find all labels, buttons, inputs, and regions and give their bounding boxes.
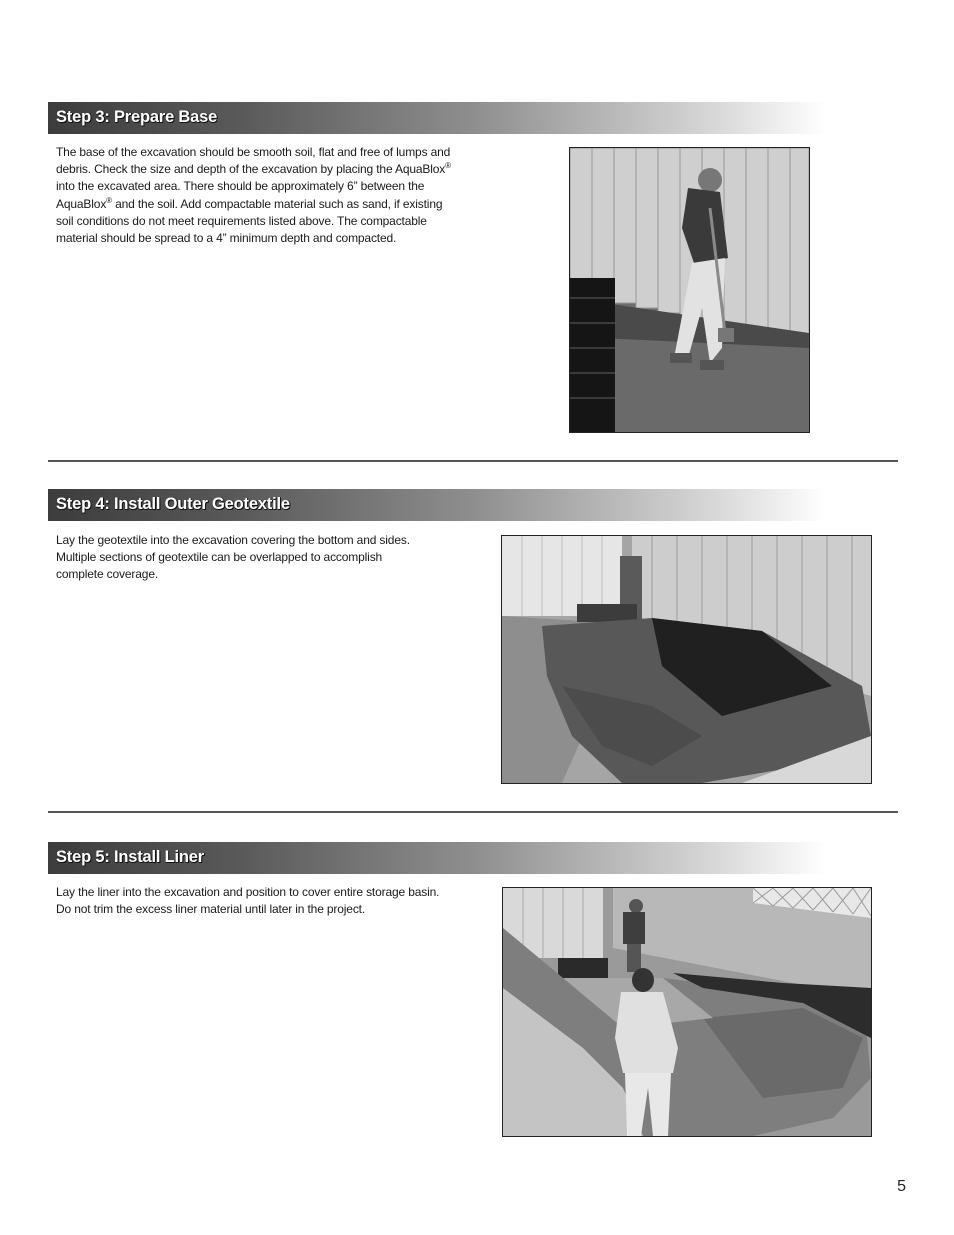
- step-4-header: [48, 489, 826, 521]
- step-4-line-1: Lay the geotextile into the excavation covering the bottom and sides.: [56, 533, 410, 547]
- step-3-text: [56, 144, 451, 247]
- step-3-line-4: AquaBlox® and the soil. Add compactable material such as sand, if existing: [56, 195, 443, 211]
- step-3-line-3: into the excavated area. There should be approximately 6” between the: [56, 179, 425, 194]
- section-divider: [48, 460, 898, 462]
- step-4-line-2: Multiple sections of geotextile can be overlapped to accomplish: [56, 550, 383, 565]
- registered-mark: ®: [445, 161, 451, 171]
- step-5-line-1: Lay the liner into the excavation and position to cover entire storage basin.: [56, 885, 440, 899]
- step-5-header: [48, 842, 826, 874]
- step-3-header: [48, 102, 826, 134]
- step-3-photo: [569, 147, 810, 433]
- page-number: 5: [897, 1178, 906, 1195]
- step-4-title: Step 4: Install Outer Geotextile: [56, 495, 290, 513]
- step-3-line-6: material should be spread to a 4” minimum depth and compacted.: [56, 231, 397, 246]
- step-3-title: Step 3: Prepare Base: [56, 108, 218, 126]
- step-3-line-1: The base of the excavation should be smooth soil, flat and free of lumps and: [56, 145, 451, 159]
- step-5-text: [56, 884, 439, 918]
- step-3-line-2: debris. Check the size and depth of the excavation by placing the AquaBlox®: [56, 161, 451, 177]
- registered-mark: ®: [106, 195, 112, 205]
- step-5-photo: [502, 887, 872, 1137]
- step-4-photo: [501, 535, 872, 784]
- step-5-title: Step 5: Install Liner: [56, 848, 204, 866]
- step-3-line-5: soil conditions do not meet requirements listed above. The compactable: [56, 213, 427, 228]
- step-4-text: [56, 532, 410, 584]
- step-5-line-2: Do not trim the excess liner material until later in the project.: [56, 902, 366, 917]
- section-divider: [48, 811, 898, 813]
- step-4-line-3: complete coverage.: [56, 567, 159, 582]
